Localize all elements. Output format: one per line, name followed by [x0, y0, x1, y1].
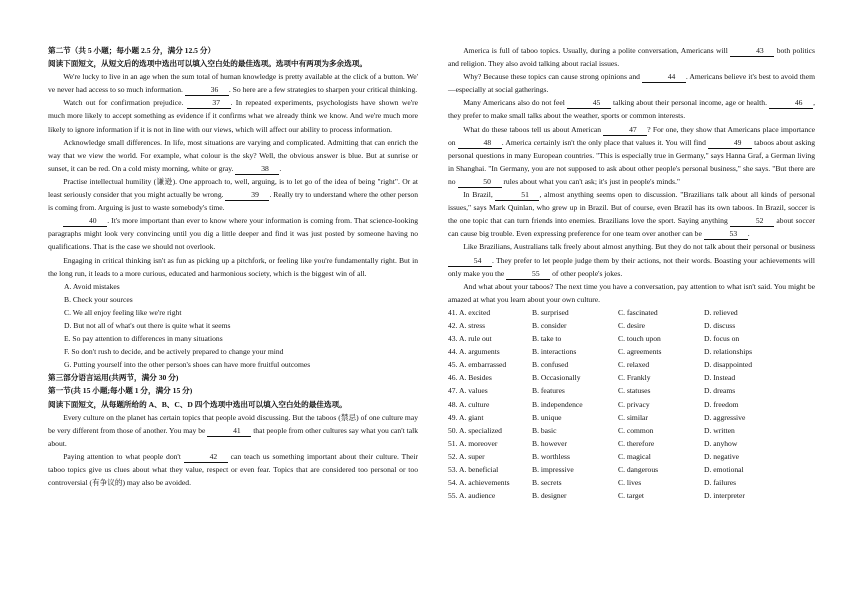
mcq-row: [448, 332, 815, 345]
choice-47-c[interactable]: C. statuses: [618, 386, 651, 396]
choice-51-d[interactable]: D. anyhow: [704, 438, 738, 448]
choice-50-b[interactable]: B. basic: [532, 425, 557, 435]
choice-41-d[interactable]: D. relieved: [704, 307, 738, 317]
cloze-paragraph-1: Every culture on the planet has certain topics that people avoid discussing. But the taboos (禁忌) of one culture may be very different from those of another. You may be 41 that people from other cultures say what you can't talk about.: [48, 412, 418, 448]
blank-48[interactable]: 48: [458, 138, 502, 149]
choice-41-c[interactable]: C. fascinated: [618, 307, 658, 317]
choice-49-d[interactable]: D. aggressive: [704, 412, 746, 422]
choice-46-d[interactable]: D. Instead: [704, 373, 736, 383]
cloze-paragraph-9: And what about your taboos? The next time you have a conversation, pay attention to what isn't said. You might be amazed at what you learn about your own culture.: [448, 281, 815, 304]
choice-52-d[interactable]: D. negative: [704, 451, 740, 461]
choice-51-c[interactable]: C. therefore: [618, 438, 655, 448]
mcq-row: [448, 476, 815, 489]
choice-55-c[interactable]: C. target: [618, 491, 645, 501]
mcq-row: [448, 398, 815, 411]
choice-54-d[interactable]: D. failures: [704, 478, 737, 488]
option-f: F. So don't rush to decide, and be actively prepared to change your mind: [64, 347, 284, 357]
choice-44-d[interactable]: D. relationships: [704, 347, 753, 357]
choice-48-a[interactable]: 48. A. culture: [448, 399, 490, 409]
choice-47-d[interactable]: D. dreams: [704, 386, 736, 396]
blank-37[interactable]: 37: [187, 98, 231, 109]
paragraph-5: 40 . It's more important than ever to know where your information is coming from. That science-looking paragraphs might look very convincing until you dig a little deeper and find it was just posted by someone having no qualifications. That is the case we should not overlook.: [48, 216, 418, 252]
choice-44-a[interactable]: 44. A. arguments: [448, 347, 500, 357]
paragraph-4: Practise intellectual humility (谦逊). One approach to, well, arguing, is to let go of the idea of being "right". Or at least seriously consider that you might actually be wrong. 39 . Really try to understand where the other person is coming from. Arguing is just to waste somebody's time.: [48, 176, 418, 213]
paragraph-6: Engaging in critical thinking isn't as fun as picking up a pitchfork, or feeling like you're fundamentally right. But in the long run, it leads to a more curious, educated and harmonious society, which is the biggest win of all.: [48, 255, 418, 278]
choice-44-c[interactable]: C. agreements: [618, 347, 662, 357]
mcq-row: [448, 319, 815, 332]
choice-44-b[interactable]: B. interactions: [532, 347, 577, 357]
blank-52[interactable]: 52: [730, 216, 774, 227]
blank-38[interactable]: 38: [235, 164, 279, 175]
choice-47-a[interactable]: 47. A. values: [448, 386, 488, 396]
mcq-row: [448, 306, 815, 319]
choice-48-b[interactable]: B. independence: [532, 399, 583, 409]
section-2-instruction: 阅读下面短文，从短文后的选项中选出可以填入空白处的最佳选项。选项中有两项为多余选项。: [48, 59, 367, 69]
choice-53-b[interactable]: B. impressive: [532, 465, 574, 474]
cloze-paragraph-4: Why? Because these topics can cause strong opinions and 44 . Americans believe it's best to avoid them—especially at social gatherings.: [448, 72, 815, 95]
choice-52-c[interactable]: C. magical: [618, 451, 651, 461]
choice-52-b[interactable]: B. worthless: [532, 451, 570, 461]
mcq-row: [448, 345, 815, 358]
cloze-paragraph-3: America is full of taboo topics. Usually, during a polite conversation, Americans will 43 both politics and religion. They also avoid talking about racial issues.: [448, 46, 816, 69]
choice-51-a[interactable]: 51. A. moreover: [448, 438, 498, 448]
blank-55[interactable]: 55: [506, 269, 550, 280]
mcq-row: [448, 424, 815, 437]
choice-51-b[interactable]: B. however: [532, 438, 568, 448]
blank-40[interactable]: 40: [63, 216, 107, 227]
choice-45-b[interactable]: B. confused: [532, 360, 569, 370]
choice-43-b[interactable]: B. take to: [532, 334, 562, 344]
choice-46-c[interactable]: C. Frankly: [618, 373, 651, 383]
mcq-row: [448, 384, 815, 397]
paragraph-1: We're lucky to live in an age when the sum total of human knowledge is pretty available at the click of a button. We' ve never had access to so much information. 36 . So here are a few strategies to sharpen your critical thinking.: [48, 72, 418, 95]
blank-42[interactable]: 42: [184, 452, 228, 463]
mcq-row: [448, 411, 815, 424]
choice-55-d[interactable]: D. interpreter: [704, 491, 745, 501]
choice-48-d[interactable]: D. freedom: [704, 399, 739, 409]
choice-43-c[interactable]: C. touch upon: [618, 334, 661, 344]
choice-45-d[interactable]: D. disappointed: [704, 360, 753, 370]
option-a: A. Avoid mistakes: [64, 281, 120, 291]
blank-51[interactable]: 51: [495, 190, 539, 201]
choice-55-b[interactable]: B. designer: [532, 491, 567, 501]
section-2-heading: 第二节（共 5 小题；每小题 2.5 分，满分 12.5 分）: [48, 46, 216, 55]
blank-53[interactable]: 53: [704, 229, 748, 240]
choice-54-a[interactable]: 54. A. achievements: [448, 478, 510, 488]
part-3-heading: 第三部分语言运用(共两节，满分 30 分): [48, 373, 179, 383]
choice-42-a[interactable]: 42. A. stress: [448, 320, 486, 330]
cloze-paragraph-2: Paying attention to what people don't 42 can teach us something important about their culture. Their taboo topics give us clues about what they value, respect or even fear. Topics that are considered too personal or too controversial (有争议的) may also be avoided.: [48, 451, 418, 488]
choice-42-d[interactable]: D. discuss: [704, 320, 736, 330]
choice-41-a[interactable]: 41. A. excited: [448, 307, 491, 317]
choice-53-c[interactable]: C. dangerous: [618, 465, 659, 474]
choice-45-a[interactable]: 45. A. embarrassed: [448, 360, 507, 370]
mcq-row: [448, 371, 815, 384]
option-c: C. We all enjoy feeling like we're right: [64, 307, 182, 317]
choice-49-c[interactable]: C. similar: [618, 412, 648, 422]
mcq-row: [448, 358, 815, 371]
part-3-instruction: 阅读下面短文，从每题所给的 A、B、C、D 四个选项中选出可以填入空白处的最佳选项。: [48, 399, 347, 409]
option-e: E. So pay attention to differences in many situations: [64, 334, 223, 344]
choice-55-a[interactable]: 55. A. audience: [448, 491, 496, 501]
choice-48-c[interactable]: C. privacy: [618, 399, 650, 409]
blank-44[interactable]: 44: [642, 72, 686, 83]
choice-53-d[interactable]: D. emotional: [704, 465, 744, 474]
choice-54-b[interactable]: B. secrets: [532, 478, 562, 488]
choice-43-d[interactable]: D. focus on: [704, 334, 740, 344]
blank-45[interactable]: 45: [567, 98, 611, 109]
cloze-paragraph-8: Like Brazilians, Australians talk freely about almost anything. But they do not talk about their personal or business 54 . They prefer to let people judge them by their actions, not their words. Boasting your achievements will only make you the 55 of other people's jokes.: [448, 242, 815, 278]
mcq-row: [448, 450, 815, 463]
blank-46[interactable]: 46: [769, 98, 813, 109]
option-d: D. But not all of what's out there is quite what it seems: [64, 320, 231, 330]
paragraph-2: Watch out for confirmation prejudice. 37 . In repeated experiments, psychologists have shown we're much more likely to accept something as evidence if it confirms what we already think we know. And we're much more likely to ignore information if it is not in line with our views, which will affect our ability to process information.: [48, 98, 418, 134]
blank-50[interactable]: 50: [458, 177, 502, 188]
choice-49-b[interactable]: B. unique: [532, 412, 562, 422]
blank-49[interactable]: 49: [708, 138, 752, 149]
blank-54[interactable]: 54: [448, 256, 492, 267]
choice-46-a[interactable]: 46. A. Besides: [448, 373, 492, 383]
choice-54-c[interactable]: C. lives: [618, 478, 642, 488]
option-b: B. Check your sources: [64, 294, 133, 304]
blank-43[interactable]: 43: [730, 46, 774, 57]
blank-47[interactable]: 47: [603, 125, 647, 136]
option-g: G. Putting yourself into the other person's shoes can have more fruitful outcomes: [64, 360, 311, 370]
cloze-paragraph-6: What do these taboos tell us about American 47 ? For one, they show that Americans place importance on 48 . America certainly isn't the only place that values it. You will find 49 taboos about asking personal questions in many European countries. "This is especially true in Germany," says Hanna Graf, a German living in Shanghai. "In Germany, you are not supposed to ask about other people's personal business," she says. "But there are no 50 rules about what you can't ask; it's just in people's minds.": [448, 124, 816, 186]
choice-49-a[interactable]: 49. A. giant: [448, 412, 484, 422]
choice-42-c[interactable]: C. desire: [618, 320, 645, 330]
choice-50-d[interactable]: D. written: [704, 425, 735, 435]
left-column: [48, 44, 418, 489]
cloze-paragraph-7: In Brazil, 51 , almost anything seems open to discussion. "Brazilians talk about all kinds of personal issues," says Mark Quinlan, who grew up in Brazil. But of course, even Brazil has its own taboos. In Brazil, soccer is the one topic that can turn friends into enemies. Brazilians love the sport. Saying anything 52 about soccer can cause big trouble. Even expressing preference for one team over another can be 53 .: [448, 190, 815, 239]
mcq-row: [448, 489, 815, 502]
cloze-paragraph-5: Many Americans also do not feel 45 talking about their personal income, age or health. 46 , they prefer to make small talks about the weather, sports or common interests.: [448, 98, 815, 121]
part-3-section-1-heading: 第一节(共 15 小题;每小题 1 分，满分 15 分): [48, 386, 193, 396]
mcq-row: [448, 463, 815, 476]
choice-52-a[interactable]: 52. A. super: [448, 451, 485, 461]
mcq-row: [448, 437, 815, 450]
blank-41[interactable]: 41: [207, 426, 251, 437]
mcq-list: [448, 306, 815, 502]
blank-39[interactable]: 39: [225, 190, 269, 201]
choice-45-c[interactable]: C. relaxed: [618, 360, 650, 370]
choice-50-c[interactable]: C. common: [618, 425, 654, 435]
choice-47-b[interactable]: B. features: [532, 386, 565, 396]
blank-36[interactable]: 36: [185, 85, 229, 96]
choice-53-a[interactable]: 53. A. beneficial: [448, 465, 499, 474]
choice-41-b[interactable]: B. surprised: [532, 307, 569, 317]
choice-43-a[interactable]: 43. A. rule out: [448, 334, 492, 344]
choice-46-b[interactable]: B. Occasionally: [532, 373, 581, 383]
right-column: [448, 44, 815, 502]
paragraph-3: Acknowledge small differences. In life, most situations are varying and complicated. Admitting that can enrich the way that we view the world. For example, what colour is the sky? Well, the obvious answer is blue. But at sunrise or sunset, it can be red. On a cold misty morning, white or gray. 38 .: [48, 137, 418, 173]
choice-42-b[interactable]: B. consider: [532, 320, 567, 330]
choice-50-a[interactable]: 50. A. specialized: [448, 425, 502, 435]
